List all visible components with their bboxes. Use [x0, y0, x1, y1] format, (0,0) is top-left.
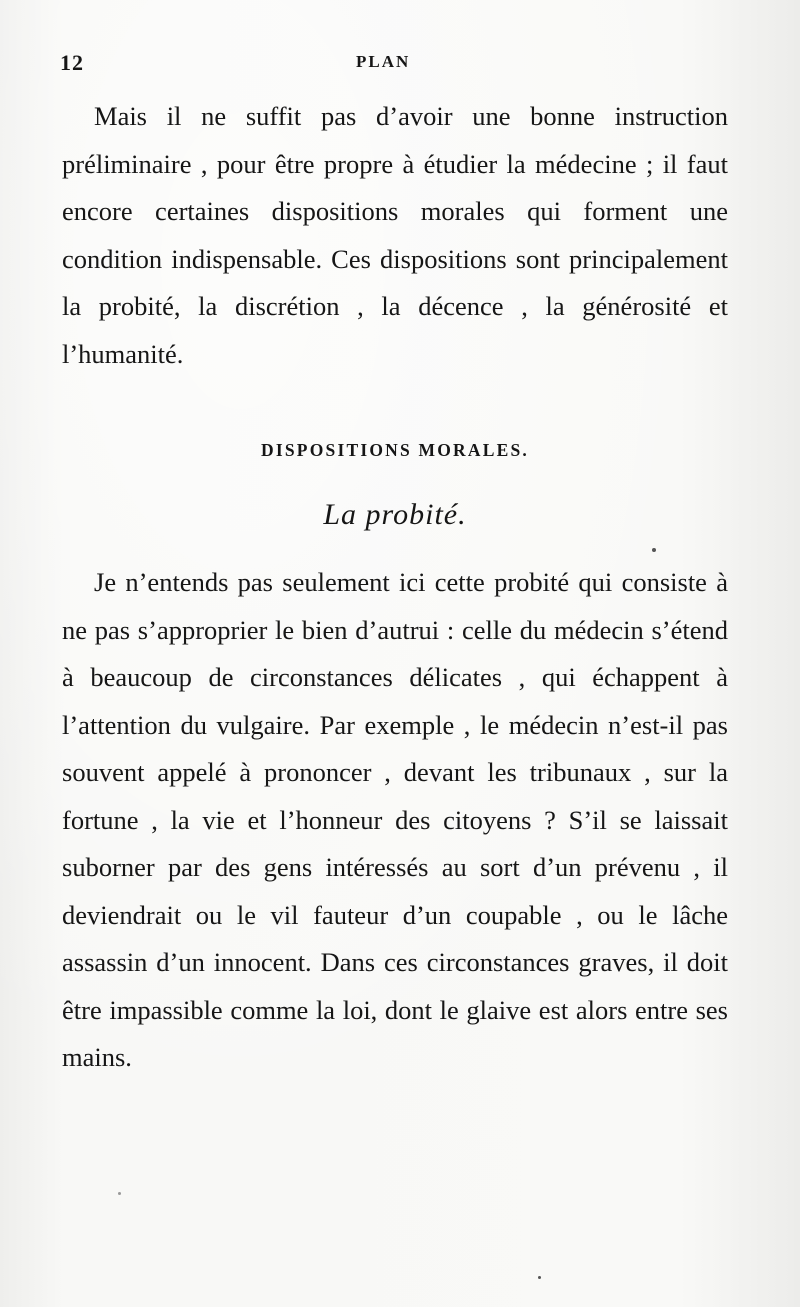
section-heading: DISPOSITIONS MORALES. — [261, 440, 529, 460]
paragraph-intro: Mais il ne suffit pas d’avoir une bonne instruction préliminaire , pour être propre à étudier la médecine ; il faut encore certaines dispositions morales qui forment une condition indispensable. Ces dispositions sont principalement la probité, la discrétion , la décence , la générosité et l’humanité. — [62, 101, 728, 369]
ink-speck — [538, 1276, 541, 1279]
subsection-heading: La probité. — [323, 498, 467, 531]
running-title: PLAN — [356, 52, 411, 71]
paragraph-probite: Je n’entends pas seulement ici cette probité qui consiste à ne pas s’approprier le bien d’autrui : celle du médecin s’étend à beaucoup de circonstances délicates , qui échappent à l’attention du vulgaire. Par exemple , le médecin n’est-il pas souvent appelé à prononcer , devant les tribunaux , sur la fortune , la vie et l’honneur des citoyens ? S’il se laissait suborner par des gens intéressés au sort d’un prévenu , il deviendrait ou le vil fauteur d’un coupable , ou le lâche assassin d’un innocent. Dans ces circonstances graves, il doit être impassible comme la loi, dont le glaive est alors entre ses mains. — [62, 567, 728, 1072]
running-head — [60, 50, 740, 74]
page-number: 12 — [60, 50, 84, 75]
ink-speck — [118, 1192, 121, 1195]
ink-speck — [652, 548, 656, 552]
